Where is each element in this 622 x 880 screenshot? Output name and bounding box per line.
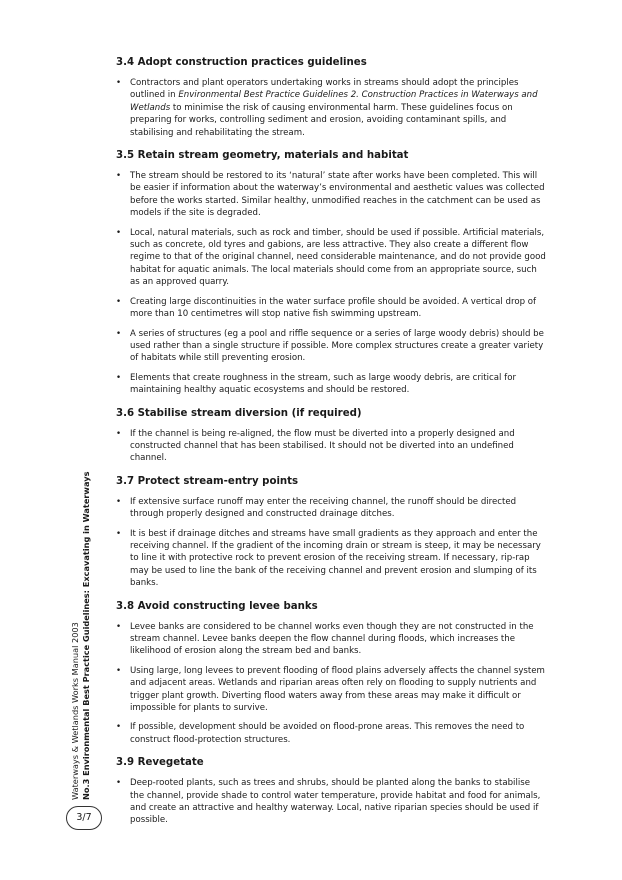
list-item: • The stream should be restored to its ‘natural’ state after works have been completed. This will be easier if information about the waterway’s environmental and aesthetic values was collected before the works started. Similar healthy, unmodified reaches in the catchment can be used as models if the site is degraded. bbox=[116, 170, 546, 220]
list-item: • Deep-rooted plants, such as trees and shrubs, should be planted along the banks to stabilise the channel, provide shade to control water temperature, provide habitat and food for animals, and create an attractive and healthy waterway. Local, native riparian species should be used if possible. bbox=[116, 777, 546, 827]
guideline-title: No.3 Environmental Best Practice Guidelines: Excavating in Waterways bbox=[81, 471, 91, 800]
section-heading: 3.4 Adopt construction practices guidelines bbox=[116, 57, 367, 68]
section-heading: 3.7 Protect stream-entry points bbox=[116, 475, 299, 487]
list-item: • Local, natural materials, such as rock and timber, should be used if possible. Artificial materials, such as concrete, old tyres and gabions, are less attractive. They also create a different flow regime to that of the original channel, need considerable maintenance, and do not provide good habitat for aquatic animals. The local materials should come from an appropriate source, such as an approved quarry. bbox=[116, 227, 546, 289]
page-number-badge: 3/7 bbox=[66, 806, 102, 830]
publication-title: Environmental Best Practice Guidelines 2. Construction Practices in Waterways and Wetlands bbox=[130, 90, 538, 113]
list-item: • If extensive surface runoff may enter the receiving channel, the runoff should be directed through properly designed and constructed drainage ditches. bbox=[116, 496, 546, 521]
list-item: • Creating large discontinuities in the water surface profile should be avoided. A vertical drop of more than 10 centimetres will stop native fish swimming upstream. bbox=[116, 296, 546, 321]
list-item: • Using large, long levees to prevent flooding of flood plains adversely affects the channel system and adjacent areas. Wetlands and riparian areas often rely on flooding to supply nutrients and trigger plant growth. Diverting flood waters away from these areas may make it difficult or impossible for plants to survive. bbox=[116, 665, 546, 715]
section-3-8 bbox=[116, 600, 546, 747]
list-item: • Elements that create roughness in the stream, such as large woody debris, are critical for maintaining healthy aquatic ecosystems and should be restored. bbox=[116, 372, 546, 397]
list-item: • If the channel is being re-aligned, the flow must be diverted into a properly designed and constructed channel that has been stabilised. It should not be diverted into an undefined channel. bbox=[116, 428, 546, 465]
section-3-5 bbox=[116, 149, 546, 397]
manual-title: Waterways & Wetlands Works Manual 2003 bbox=[70, 622, 80, 800]
bullet-list bbox=[116, 496, 546, 590]
section-heading: 3.6 Stabilise stream diversion (if required) bbox=[116, 407, 362, 419]
section-heading: 3.8 Avoid constructing levee banks bbox=[116, 600, 318, 612]
section-3-7 bbox=[116, 475, 546, 590]
sidebar-text-block bbox=[70, 471, 112, 800]
list-item: • It is best if drainage ditches and streams have small gradients as they approach and enter the receiving channel. If the gradient of the incoming drain or stream is steep, it may be necessary to line it with protective rock to prevent erosion of the receiving stream. If necessary, rip-rap may be used to line the bank of the receiving channel and prevent erosion and slumping of its banks. bbox=[116, 528, 546, 590]
list-item: • A series of structures (eg a pool and riffle sequence or a series of large woody debris) should be used rather than a single structure if possible. More complex structures create a greater variety of habitats while still preventing erosion. bbox=[116, 328, 546, 365]
section-3-4 bbox=[116, 56, 546, 139]
bullet-list bbox=[116, 428, 546, 465]
bullet-list bbox=[116, 77, 546, 139]
list-item: • If possible, development should be avoided on flood-prone areas. This removes the need to construct flood-protection structures. bbox=[116, 721, 546, 746]
page-content bbox=[116, 56, 546, 837]
section-3-6 bbox=[116, 407, 546, 465]
bullet-list bbox=[116, 170, 546, 397]
list-item: • Levee banks are considered to be channel works even though they are not constructed in the stream channel. Levee banks deepen the flow channel during floods, which increases the likelihood of erosion along the stream bed and banks. bbox=[116, 621, 546, 658]
list-item: • Contractors and plant operators undertaking works in streams should adopt the principles outlined in Environmental Best Practice Guidelines 2. Construction Practices in Waterways and Wetlands to minimise the risk of causing environmental harm. These guidelines focus on preparing for works, controlling sediment and erosion, avoiding contaminant spills, and stabilising and rehabilitating the stream. bbox=[116, 77, 546, 139]
bullet-list bbox=[116, 777, 546, 827]
sidebar-running-head bbox=[70, 471, 112, 800]
section-heading: 3.9 Revegetate bbox=[116, 757, 204, 769]
section-3-9 bbox=[116, 756, 546, 827]
bullet-list bbox=[116, 621, 546, 747]
section-heading: 3.5 Retain stream geometry, materials and habitat bbox=[116, 150, 409, 162]
